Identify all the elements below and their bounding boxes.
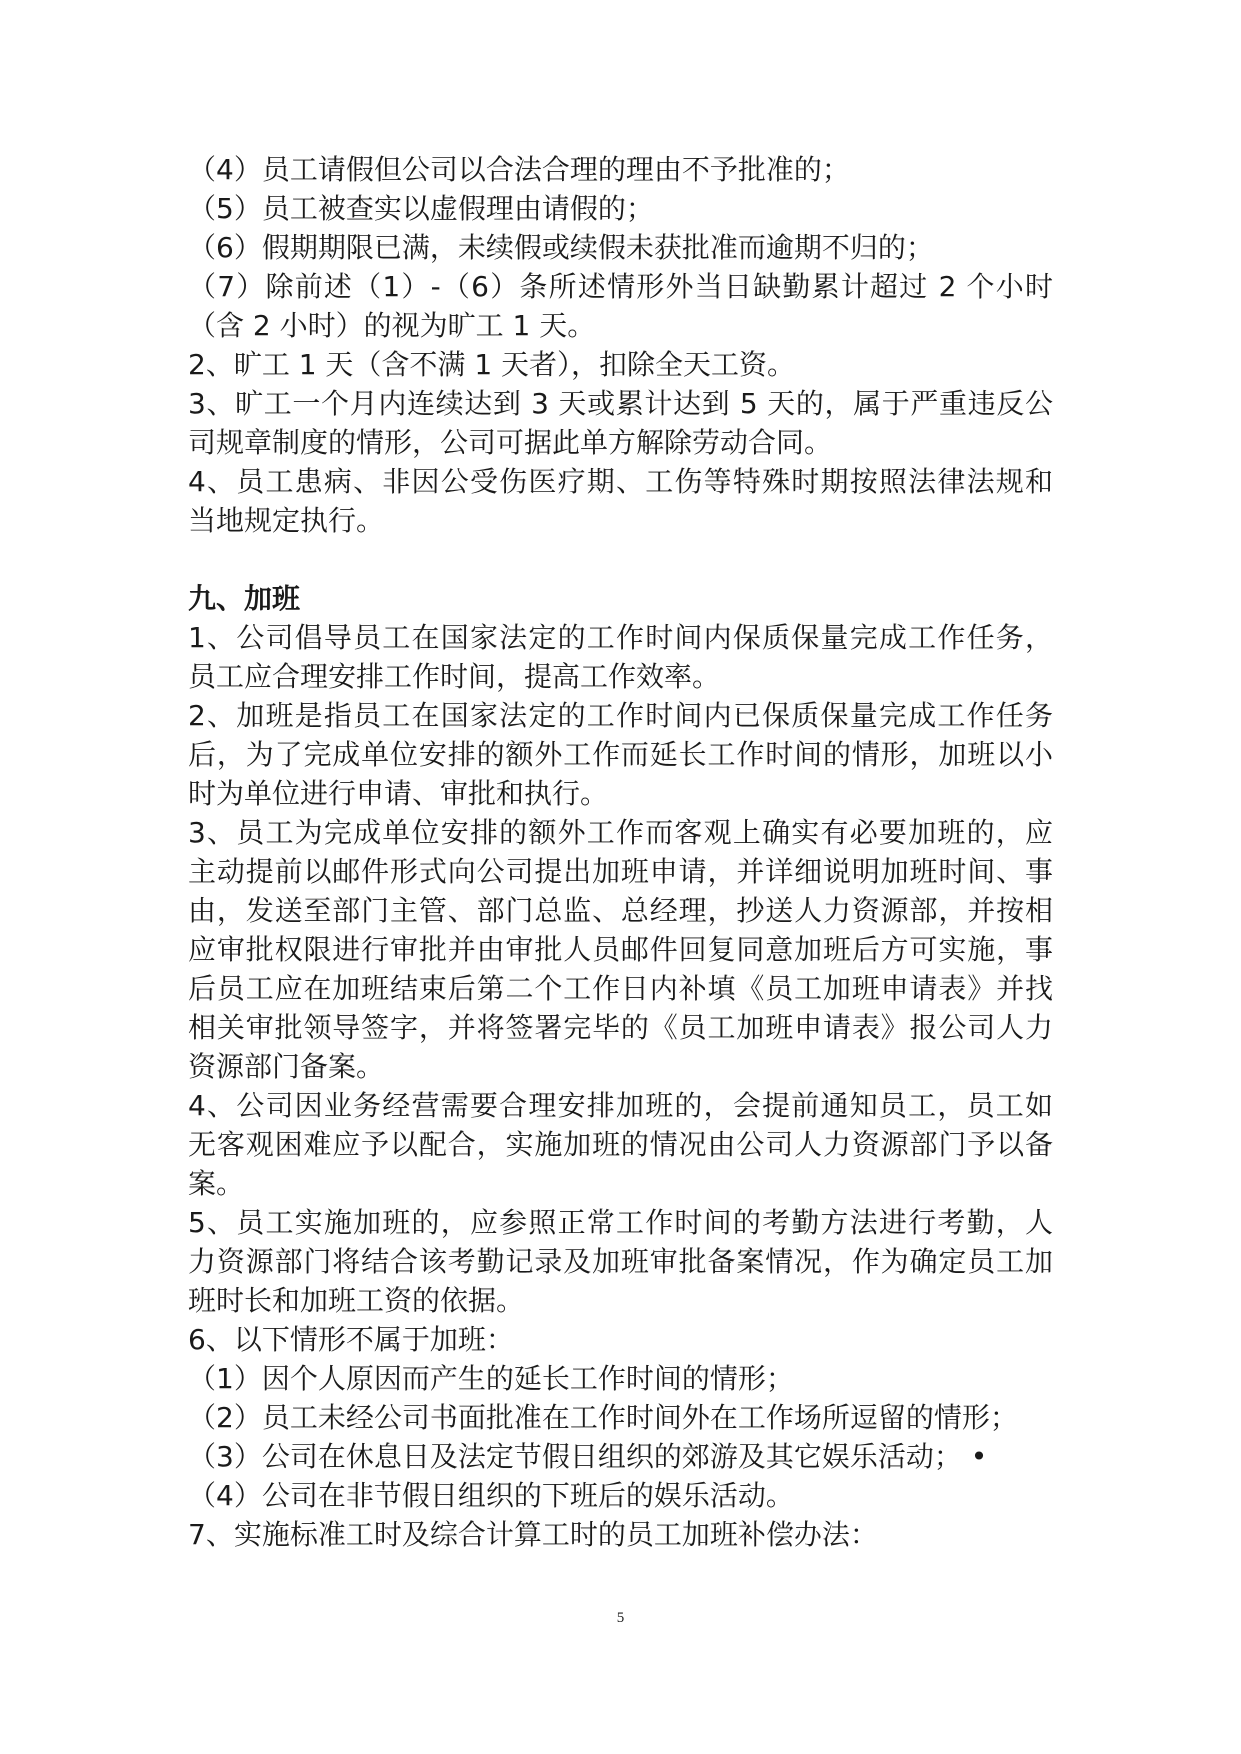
text-line: 4、员工患病、非因公受伤医疗期、工伤等特殊时期按照法律法规和: [188, 465, 1053, 498]
text-line: 7、实施标准工时及综合计算工时的员工加班补偿办法：: [188, 1518, 878, 1551]
text-line: 5、员工实施加班的，应参照正常工作时间的考勤方法进行考勤，人: [188, 1206, 1053, 1239]
text-line: 相关审批领导签字，并将签署完毕的《员工加班申请表》报公司人力: [188, 1011, 1053, 1044]
text-line: 无客观困难应予以配合，实施加班的情况由公司人力资源部门予以备: [188, 1128, 1053, 1161]
page-number: 5: [616, 1610, 625, 1626]
text-line: 4、公司因业务经营需要合理安排加班的，会提前通知员工，员工如: [188, 1089, 1053, 1122]
text-line: 2、加班是指员工在国家法定的工作时间内已保质保量完成工作任务: [188, 699, 1053, 732]
text-line: （2）员工未经公司书面批准在工作时间外在工作场所逗留的情形；: [188, 1401, 1018, 1434]
text-line: （7）除前述（1）-（6）条所述情形外当日缺勤累计超过 2 个小时: [188, 270, 1053, 303]
text-line: （4）公司在非节假日组织的下班后的娱乐活动。: [188, 1479, 794, 1512]
text-line: （1）因个人原因而产生的延长工作时间的情形；: [188, 1362, 794, 1395]
text-line: 6、以下情形不属于加班：: [188, 1323, 514, 1356]
section-heading: 九、加班: [188, 582, 301, 615]
text-line: 2、旷工 1 天（含不满 1 天者），扣除全天工资。: [188, 348, 796, 381]
text-line: （3）公司在休息日及法定节假日组织的郊游及其它娱乐活动； •: [188, 1440, 988, 1473]
text-line: 力资源部门将结合该考勤记录及加班审批备案情况，作为确定员工加: [188, 1245, 1053, 1278]
text-line: （含 2 小时）的视为旷工 1 天。: [188, 309, 596, 342]
text-line: 主动提前以邮件形式向公司提出加班申请，并详细说明加班时间、事: [188, 855, 1053, 888]
text-line: 司规章制度的情形，公司可据此单方解除劳动合同。: [188, 426, 833, 459]
text-line: 后，为了完成单位安排的额外工作而延长工作时间的情形，加班以小: [188, 738, 1053, 771]
text-line: （4）员工请假但公司以合法合理的理由不予批准的；: [188, 153, 850, 186]
text-line: 后员工应在加班结束后第二个工作日内补填《员工加班申请表》并找: [188, 972, 1053, 1005]
text-line: 时为单位进行申请、审批和执行。: [188, 777, 609, 810]
text-line: 由，发送至部门主管、部门总监、总经理，抄送人力资源部，并按相: [188, 894, 1053, 927]
text-line: 员工应合理安排工作时间，提高工作效率。: [188, 660, 721, 693]
text-line: （5）员工被查实以虚假理由请假的；: [188, 192, 654, 225]
text-line: 当地规定执行。: [188, 504, 385, 537]
text-line: 班时长和加班工资的依据。: [188, 1284, 525, 1317]
text-line: 案。: [188, 1167, 245, 1200]
text-line: 应审批权限进行审批并由审批人员邮件回复同意加班后方可实施，事: [188, 933, 1053, 966]
text-line: （6）假期期限已满，未续假或续假未获批准而逾期不归的；: [188, 231, 934, 264]
text-line: 3、员工为完成单位安排的额外工作而客观上确实有必要加班的，应: [188, 816, 1053, 849]
text-line: 3、旷工一个月内连续达到 3 天或累计达到 5 天的，属于严重违反公: [188, 387, 1053, 420]
blank-line: [188, 540, 1053, 579]
text-line: 1、公司倡导员工在国家法定的工作时间内保质保量完成工作任务，: [188, 621, 1053, 654]
text-line: 资源部门备案。: [188, 1050, 385, 1083]
document-body: [188, 150, 1053, 1554]
